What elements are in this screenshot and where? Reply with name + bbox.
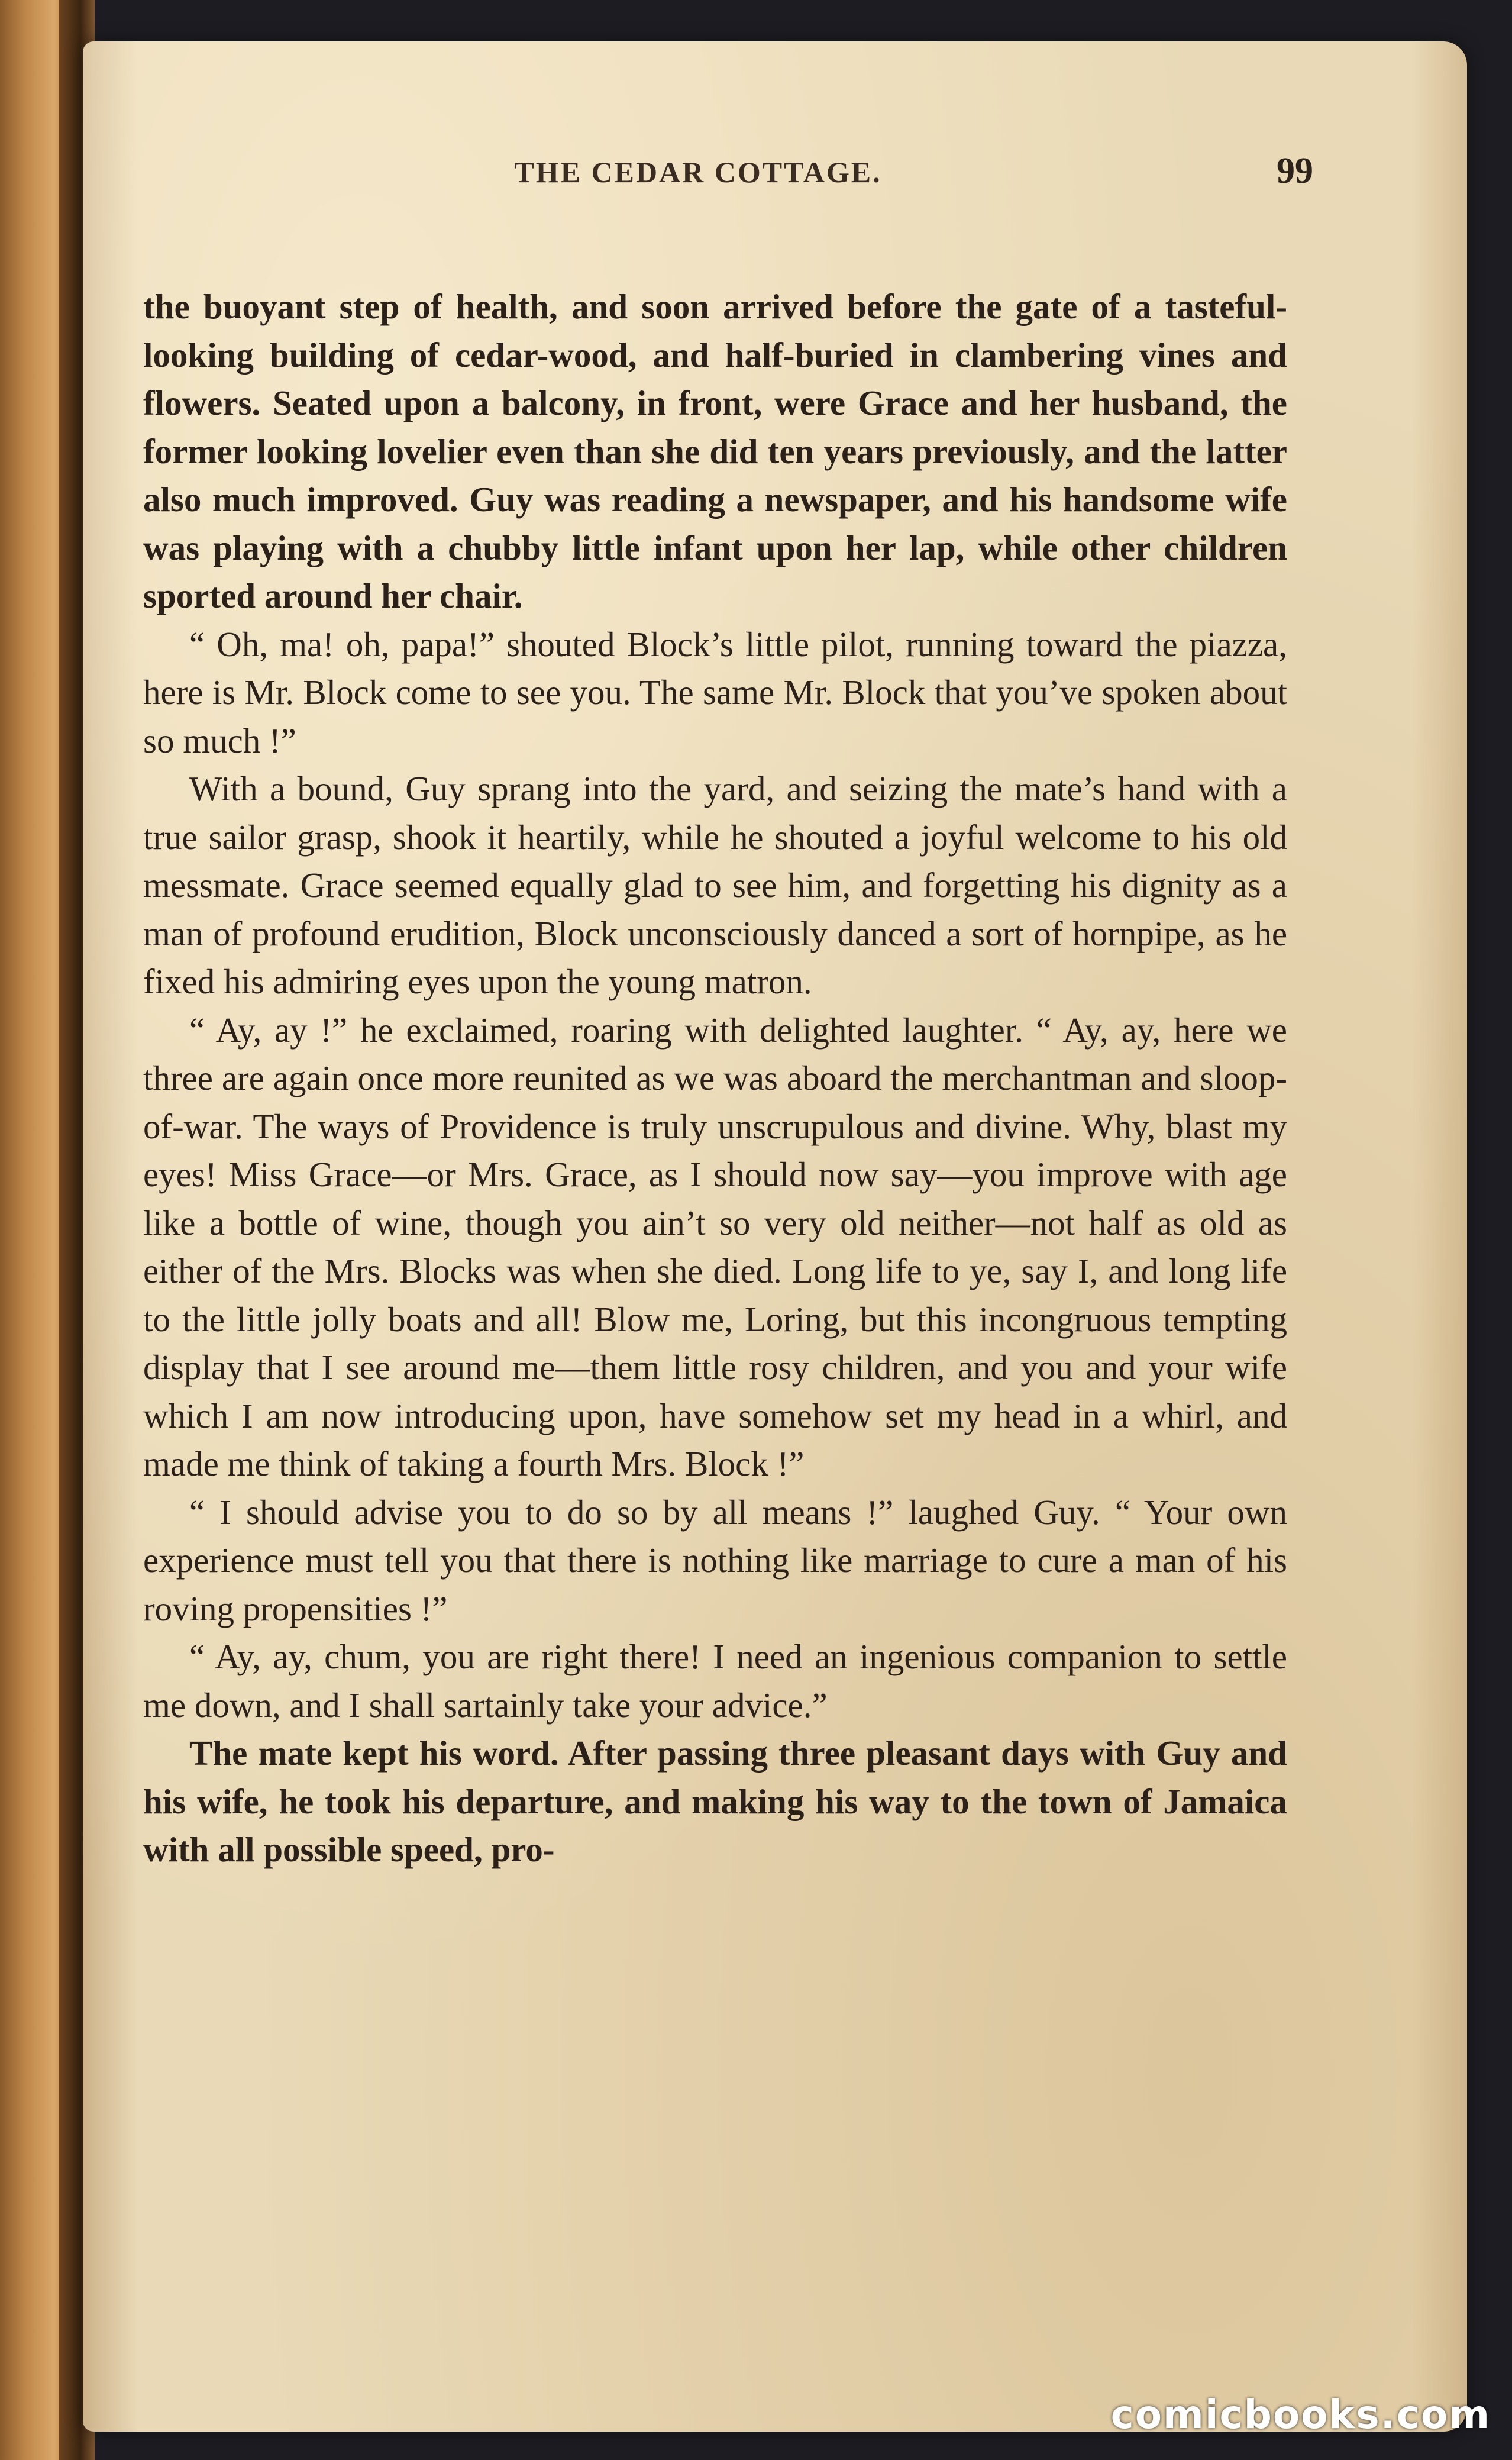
running-head: THE CEDAR COTTAGE. <box>514 156 882 189</box>
paragraph: The mate kept his word. After passing three pleasant days with Guy and his wife, he took his departure, and making his way to the town of Jamaica with all possible speed, pro- <box>143 1733 1287 1869</box>
paragraph: “ Ay, ay !” he exclaimed, roaring with delighted laughter. “ Ay, ay, here we three are again once more reunited as we was aboard the merchantman and sloop-of-war. The ways of Providence is truly unscrupulous and divine. Why, blast my eyes! Miss Grace—or Mrs. Grace, as I should now say—you improve with age like a bottle of wine, though you ain’t so very old neither—not half as old as either of the Mrs. Blocks was when she died. Long life to ye, say I, and long life to the little jolly boats and all! Blow me, Loring, but this incongruous tempting display that I see around me—them little rosy children, and you and your wife which I am now introducing upon, have somehow set my head in a whirl, and made me think of taking a fourth Mrs. Block !” <box>143 1010 1287 1483</box>
paragraph-continuation: the buoyant step of health, and soon arrived before the gate of a tasteful-looking building of cedar-wood, and half-buried in clambering vines and flowers. Seated upon a balcony, in front, were Grace and her husband, the former looking lovelier even than she did ten years previously, and the latter also much improved. Guy was reading a newspaper, and his handsome wife was playing with a chubby little infant upon her lap, while other children sported around her chair. <box>143 287 1287 615</box>
paragraph: “ Ay, ay, chum, you are right there! I need an ingenious companion to settle me down, and I shall sartainly take your advice.” <box>143 1637 1287 1725</box>
page-number: 99 <box>1277 151 1313 191</box>
paragraph: “ I should advise you to do so by all means !” laughed Guy. “ Your own experience must tell you that there is nothing like marriage to cure a man of his roving propensities !” <box>143 1492 1287 1628</box>
page-header <box>83 151 1313 226</box>
paragraph: “ Oh, ma! oh, papa!” shouted Block’s little pilot, running toward the piazza, here is Mr. Block come to see you. The same Mr. Block that you’ve spoken about so much !” <box>143 624 1287 760</box>
body-text <box>143 283 1287 1874</box>
site-watermark: comicbooks.com <box>1110 2392 1491 2438</box>
paragraph: With a bound, Guy sprang into the yard, and seizing the mate’s hand with a true sailor grasp, shook it heartily, while he shouted a joyful welcome to his old messmate. Grace seemed equally glad to see him, and forgetting his dignity as a man of profound erudition, Block unconsciously danced a sort of hornpipe, as he fixed his admiring eyes upon the young matron. <box>143 769 1287 1001</box>
